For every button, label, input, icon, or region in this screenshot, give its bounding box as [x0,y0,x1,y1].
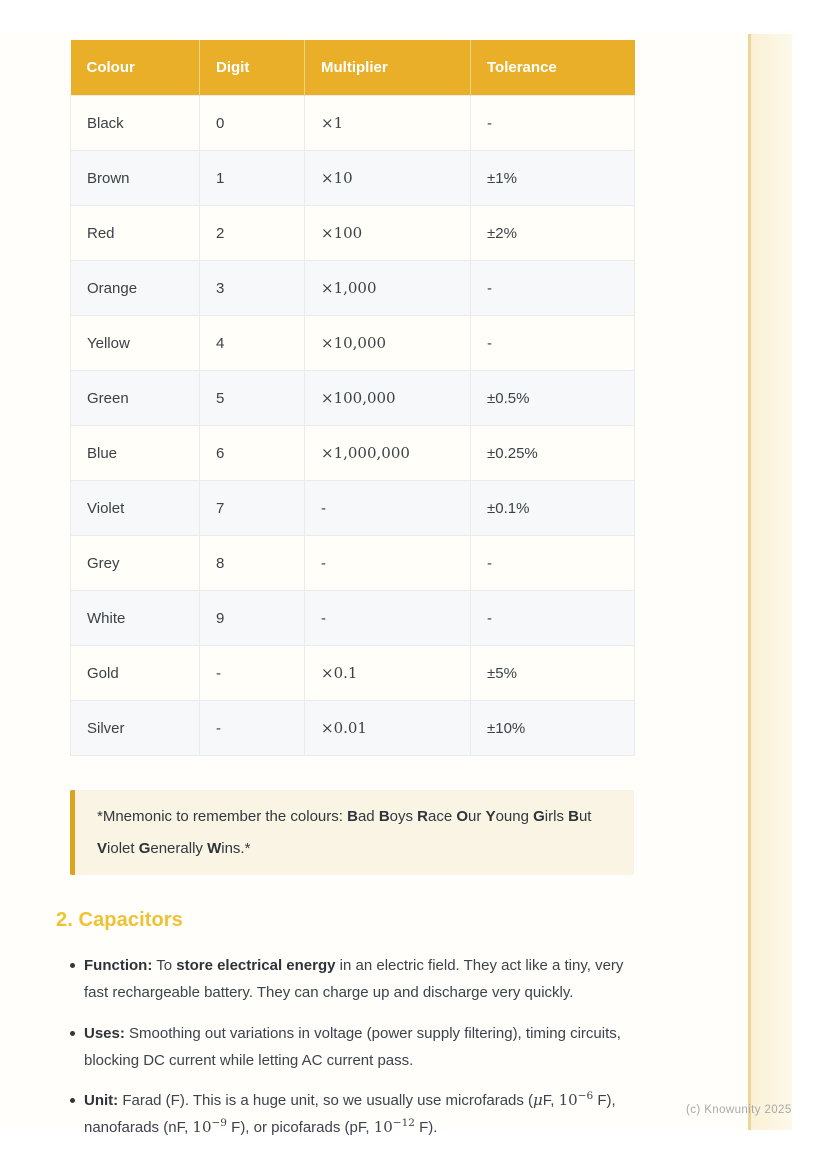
text: F). [414,1119,438,1137]
resistor-colour-code-table [70,40,635,756]
mnemonic-callout [70,790,634,875]
text: oys [389,808,418,825]
cell-multiplier: ×100,000 [305,371,471,426]
column-header-tolerance: Tolerance [471,40,635,96]
bold-text: G [533,808,545,825]
math-text: $10^{-9}$ [192,1117,227,1137]
cell-multiplier: ×0.01 [305,701,471,756]
bold-text: G [138,839,151,857]
cell-tolerance: - [471,591,635,646]
table-head [71,40,635,96]
bold-text: B [568,808,579,825]
cell-digit: 9 [200,591,305,646]
cell-tolerance: - [471,316,635,371]
cell-multiplier: ×1,000,000 [305,426,471,481]
cell-digit: 5 [200,371,305,426]
text: in an electric field. They act like a tiny, very fast rechargeable battery. They can charge up and discharge very quickly. [84,957,624,1002]
superscript: −9 [211,1117,227,1130]
cell-colour: Grey [71,536,200,591]
cell-digit: 4 [200,316,305,371]
cell-multiplier: ×1 [305,96,471,151]
text: enerally [150,839,208,857]
text: oung [495,808,534,825]
text: *Mnemonic to remember the colours: [97,808,348,825]
table-row-brown [71,151,635,206]
cell-digit: 3 [200,261,305,316]
cell-tolerance: - [471,261,635,316]
cell-colour: Yellow [71,316,200,371]
text: iolet [107,839,139,857]
text: F), or picofarads (pF, [226,1119,374,1137]
superscript: −6 [577,1090,594,1103]
text: F), nanofarads (nF, [84,1092,616,1137]
cell-colour: Black [71,96,200,151]
bold-text: Unit: [84,1092,119,1110]
table-row-violet [71,481,635,536]
cell-multiplier: ×0.1 [305,646,471,701]
math-text: μ [533,1091,543,1110]
table-row-blue [71,426,635,481]
cell-digit: 0 [200,96,305,151]
table-body [71,96,635,756]
table-row-silver [71,701,635,756]
table-row-grey [71,536,635,591]
cell-multiplier: - [305,536,471,591]
column-header-colour: Colour [71,40,200,96]
table-header-row [71,40,635,96]
capacitors-bullet-list [56,952,634,1142]
cell-colour: Brown [71,151,200,206]
cell-colour: Green [71,371,200,426]
bold-text: Uses: [84,1024,125,1042]
cell-tolerance: ±0.25% [471,426,635,481]
cell-colour: Blue [71,426,200,481]
text: ad [357,808,379,825]
text: ins.* [221,839,251,857]
bullet-item [84,952,634,1007]
cell-tolerance: - [471,96,635,151]
table-row-black [71,96,635,151]
document-content [56,30,634,1155]
cell-colour: Gold [71,646,200,701]
text: ut [578,808,592,825]
page-edge-ribbon [748,34,792,1130]
text: Smoothing out variations in voltage (power supply filtering), timing circuits, blocking DC current while letting AC current pass. [84,1024,621,1069]
math-text: $10^{-12}$ [373,1117,415,1137]
bold-text: Function: [84,957,153,974]
text: irls [544,808,569,825]
bold-text: O [456,808,469,825]
math-text: $10^{-6}$ [558,1090,594,1110]
text: ur [468,808,486,825]
table-row-white [71,591,635,646]
bullet-item [84,1087,634,1142]
cell-digit: 2 [200,206,305,261]
table-row-red [71,206,635,261]
cell-multiplier: - [305,591,471,646]
cell-tolerance: ±0.1% [471,481,635,536]
cell-tolerance: ±2% [471,206,635,261]
cell-digit: - [200,646,305,701]
bold-text: W [207,839,222,857]
cell-tolerance: - [471,536,635,591]
table-row-gold [71,646,635,701]
table-row-green [71,371,635,426]
cell-multiplier: - [305,481,471,536]
cell-colour: Orange [71,261,200,316]
bold-text: B [378,808,390,825]
cell-colour: Violet [71,481,200,536]
bullet-item [84,1020,634,1075]
text: F, [542,1092,559,1110]
text: ace [428,808,457,825]
table-row-yellow [71,316,635,371]
cell-colour: White [71,591,200,646]
cell-multiplier: ×1,000 [305,261,471,316]
bold-text: Y [485,808,496,825]
bold-text: V [97,839,108,857]
bold-text: store electrical energy [176,957,336,974]
cell-colour: Red [71,206,200,261]
cell-tolerance: ±1% [471,151,635,206]
bold-text: R [417,808,429,825]
bold-text: B [347,808,358,825]
cell-colour: Silver [71,701,200,756]
cell-tolerance: ±5% [471,646,635,701]
column-header-multiplier: Multiplier [305,40,471,96]
cell-multiplier: ×10,000 [305,316,471,371]
superscript: −12 [392,1117,415,1130]
text: Farad (F). This is a huge unit, so we usually use microfarads ( [118,1092,534,1110]
cell-digit: 6 [200,426,305,481]
mnemonic-text [97,808,591,857]
text: To [152,957,177,974]
section-heading-capacitors: 2. Capacitors [56,909,183,931]
cell-tolerance: ±10% [471,701,635,756]
cell-digit: 7 [200,481,305,536]
cell-digit: - [200,701,305,756]
cell-multiplier: ×100 [305,206,471,261]
cell-multiplier: ×10 [305,151,471,206]
column-header-digit: Digit [200,40,305,96]
document-page [0,30,792,1137]
watermark: (c) Knowunity 2025 [686,1104,792,1116]
table-row-orange [71,261,635,316]
cell-tolerance: ±0.5% [471,371,635,426]
cell-digit: 1 [200,151,305,206]
cell-digit: 8 [200,536,305,591]
